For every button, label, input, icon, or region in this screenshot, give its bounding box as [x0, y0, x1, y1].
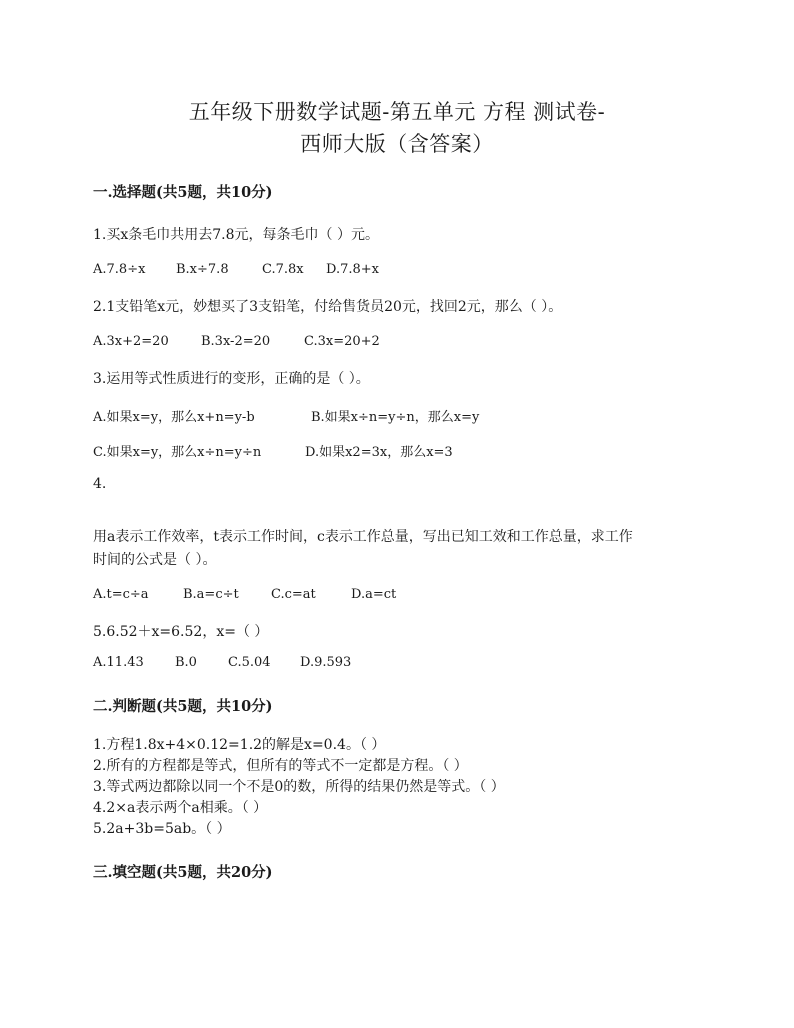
section-heading-judgement: 二.判断题(共5题，共10分): [93, 698, 273, 715]
option-a: A.如果x=y，那么x+n=y-b: [93, 410, 255, 425]
option-b: B.0: [175, 655, 197, 670]
judgement-item-2: 2.所有的方程都是等式，但所有的等式不一定都是方程。（ ）: [93, 758, 468, 774]
option-a: A.3x+2=20: [93, 334, 169, 349]
option-c: C.3x=20+2: [304, 334, 380, 349]
option-d: D.如果x2=3x，那么x=3: [305, 445, 453, 460]
question-5: 5.6.52＋x=6.52，x=（ ）: [93, 624, 269, 640]
question-1: 1.买x条毛巾共用去7.8元，每条毛巾（ ）元。: [93, 227, 379, 243]
title-line-1: 五年级下册数学试题-第五单元 方程 测试卷-: [188, 100, 606, 124]
question-2: 2.1支铅笔x元，妙想买了3支铅笔，付给售货员20元，找回2元，那么（ ）。: [93, 299, 563, 315]
option-c: C.5.04: [228, 655, 271, 670]
option-b: B.x÷7.8: [176, 262, 229, 277]
question-3-options-row-2: [93, 441, 453, 460]
question-4-number: 4.: [93, 476, 107, 492]
option-c: C.7.8x: [262, 262, 304, 277]
question-5-options: [93, 655, 351, 670]
option-d: D.9.593: [300, 655, 352, 670]
section-heading-choice: 一.选择题(共5题，共10分): [93, 184, 273, 201]
option-b: B.a=c÷t: [183, 587, 239, 602]
title-line-2: 西师大版（含答案）: [300, 132, 494, 156]
question-2-options: [93, 334, 380, 349]
question-4-text-line-2: 时间的公式是（ ）。: [93, 552, 217, 568]
option-c: C.c=at: [271, 587, 316, 602]
option-b: B.3x-2=20: [201, 334, 271, 349]
option-c: C.如果x=y，那么x÷n=y÷n: [93, 445, 262, 460]
option-d: D.a=ct: [351, 587, 397, 602]
option-a: A.11.43: [93, 655, 144, 670]
question-1-options: [93, 262, 379, 277]
judgement-item-5: 5.2a+3b=5ab。（ ）: [93, 821, 231, 837]
question-4-options: [93, 587, 396, 602]
question-4-text-line-1: 用a表示工作效率，t表示工作时间，c表示工作总量，写出已知工效和工作总量，求工作: [93, 529, 633, 545]
question-3: 3.运用等式性质进行的变形，正确的是（ ）。: [93, 371, 370, 387]
section-heading-fill-blank: 三.填空题(共5题，共20分): [93, 864, 273, 881]
option-b: B.如果x÷n=y÷n，那么x=y: [311, 410, 480, 425]
judgement-item-4: 4.2×a表示两个a相乘。（ ）: [93, 800, 268, 816]
option-a: A.7.8÷x: [93, 262, 146, 277]
option-d: D.7.8+x: [326, 262, 379, 277]
judgement-item-1: 1.方程1.8x+4×0.12=1.2的解是x=0.4。（ ）: [93, 737, 386, 753]
option-a: A.t=c÷a: [93, 587, 149, 602]
judgement-item-3: 3.等式两边都除以同一个不是0的数，所得的结果仍然是等式。（ ）: [93, 779, 505, 795]
question-3-options-row-1: [93, 406, 479, 425]
